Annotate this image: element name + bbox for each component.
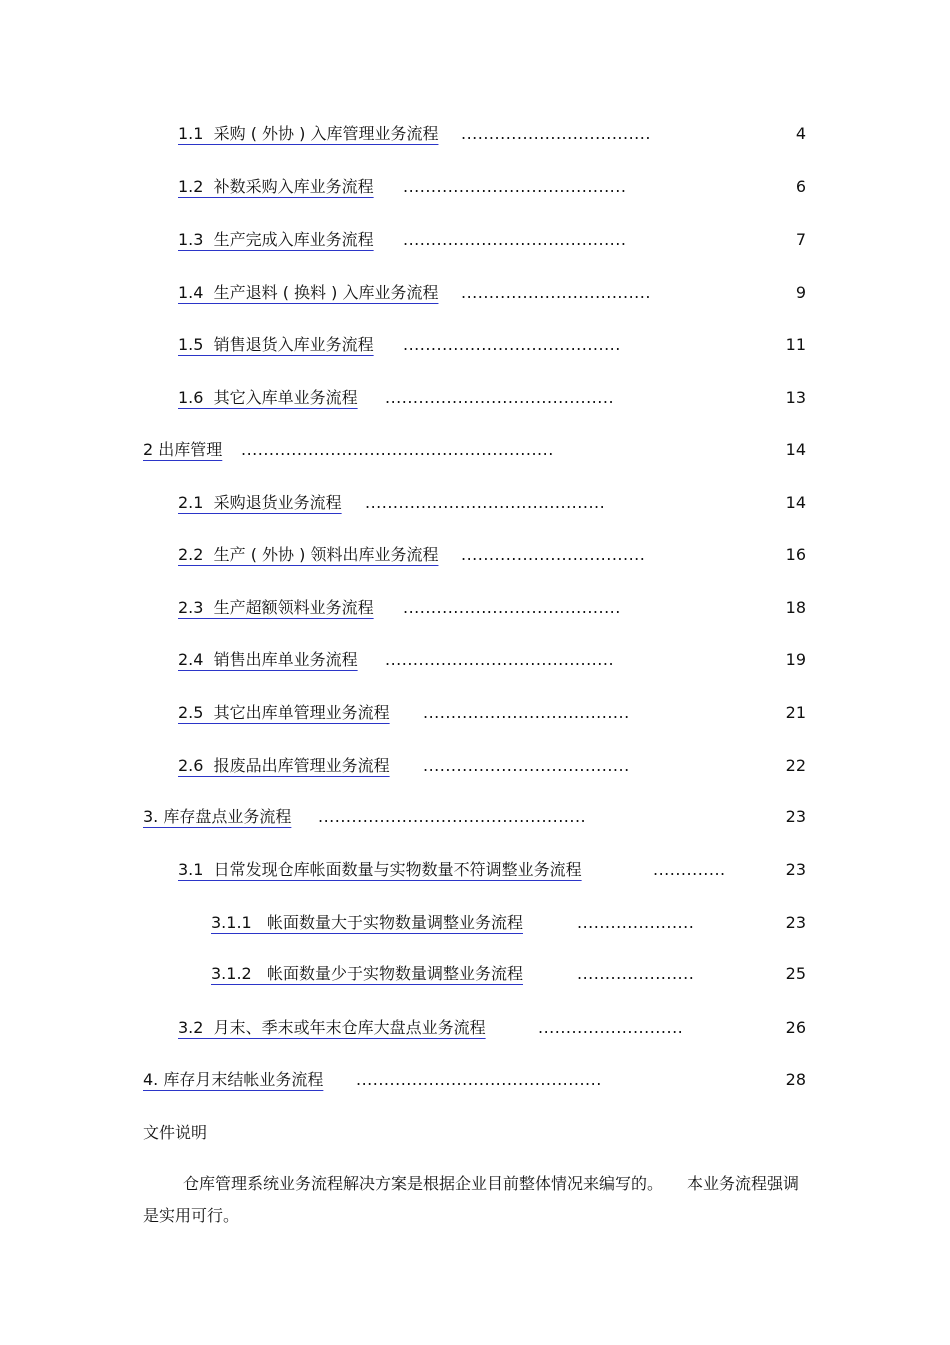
- toc-page-number: 7: [795, 230, 806, 249]
- toc-page-number: 9: [795, 283, 806, 302]
- toc-page-number: 4: [795, 124, 806, 143]
- leader-dots: .......................................: [403, 335, 621, 354]
- toc-page-number: 25: [785, 964, 806, 983]
- leader-dots: ........................................................: [241, 440, 554, 459]
- toc-entry[interactable]: [0, 962, 950, 986]
- toc-entry-link[interactable]: 4. 库存月末结帐业务流程: [143, 1070, 324, 1089]
- section-heading: 文件说明: [143, 1123, 208, 1142]
- leader-dots: ..................................: [461, 283, 651, 302]
- toc-entry-link[interactable]: 2.2 生产 ( 外协 ) 领料出库业务流程: [178, 545, 439, 564]
- toc-entry-link[interactable]: 1.4 生产退料 ( 换料 ) 入库业务流程: [178, 283, 439, 302]
- toc-page-number: 13: [785, 388, 806, 407]
- toc-entry[interactable]: [0, 491, 950, 515]
- toc-entry[interactable]: [0, 701, 950, 725]
- toc-page-number: 19: [785, 650, 806, 669]
- leader-dots: ........................................: [403, 230, 627, 249]
- toc-entry[interactable]: [0, 438, 950, 462]
- toc-entry-link[interactable]: 3.1.1 帐面数量大于实物数量调整业务流程: [211, 913, 523, 932]
- toc-entry[interactable]: [0, 911, 950, 935]
- toc-entry[interactable]: [0, 543, 950, 567]
- toc-entry[interactable]: [0, 122, 950, 146]
- toc-entry-link[interactable]: 1.3 生产完成入库业务流程: [178, 230, 374, 249]
- toc-entry-link[interactable]: 1.1 采购 ( 外协 ) 入库管理业务流程: [178, 124, 439, 143]
- leader-dots: ..................................: [461, 124, 651, 143]
- toc-entry-link[interactable]: 2.3 生产超额领料业务流程: [178, 598, 374, 617]
- leader-dots: .................................: [461, 545, 646, 564]
- toc-entry[interactable]: [0, 175, 950, 199]
- leader-dots: .............: [653, 860, 726, 879]
- leader-dots: .......................................: [403, 598, 621, 617]
- toc-page-number: 26: [785, 1018, 806, 1037]
- toc-page-number: 14: [785, 493, 806, 512]
- leader-dots: ...........................................: [365, 493, 606, 512]
- toc-page-number: 22: [785, 756, 806, 775]
- toc-entry-link[interactable]: 2.4 销售出库单业务流程: [178, 650, 358, 669]
- leader-dots: .....................................: [423, 756, 630, 775]
- toc-entry-link[interactable]: 3. 库存盘点业务流程: [143, 807, 292, 826]
- leader-dots: .....................: [577, 913, 695, 932]
- toc-entry[interactable]: [0, 805, 950, 829]
- leader-dots: .........................................: [385, 388, 615, 407]
- toc-entry[interactable]: [0, 596, 950, 620]
- toc-entry[interactable]: [0, 386, 950, 410]
- toc-page-number: 23: [785, 860, 806, 879]
- toc-entry-link[interactable]: 2.6 报废品出库管理业务流程: [178, 756, 390, 775]
- leader-dots: ........................................: [403, 177, 627, 196]
- toc-page-number: 18: [785, 598, 806, 617]
- leader-dots: .........................................: [385, 650, 615, 669]
- toc-entry-link[interactable]: 3.1 日常发现仓库帐面数量与实物数量不符调整业务流程: [178, 860, 582, 879]
- toc-page-number: 14: [785, 440, 806, 459]
- toc-page-number: 6: [795, 177, 806, 196]
- toc-page-number: 11: [785, 335, 806, 354]
- leader-dots: .....................: [577, 964, 695, 983]
- toc-entry[interactable]: [0, 648, 950, 672]
- leader-dots: .....................................: [423, 703, 630, 722]
- toc-page-number: 16: [785, 545, 806, 564]
- toc-entry-link[interactable]: 2.5 其它出库单管理业务流程: [178, 703, 390, 722]
- toc-entry[interactable]: [0, 281, 950, 305]
- toc-entry[interactable]: [0, 1068, 950, 1092]
- toc-entry[interactable]: [0, 754, 950, 778]
- toc-entry-link[interactable]: 2.1 采购退货业务流程: [178, 493, 342, 512]
- toc-entry-link[interactable]: 1.2 补数采购入库业务流程: [178, 177, 374, 196]
- leader-dots: ................................................: [318, 807, 587, 826]
- toc-entry[interactable]: [0, 858, 950, 882]
- toc-page-number: 28: [785, 1070, 806, 1089]
- toc-entry[interactable]: [0, 333, 950, 357]
- toc-entry-link[interactable]: 1.5 销售退货入库业务流程: [178, 335, 374, 354]
- toc-page-number: 23: [785, 807, 806, 826]
- body-paragraph: 仓库管理系统业务流程解决方案是根据企业目前整体情况来编写的。 本业务流程强调是实用可行。: [143, 1174, 800, 1225]
- leader-dots: ............................................: [356, 1070, 602, 1089]
- toc-entry-link[interactable]: 3.2 月末、季末或年末仓库大盘点业务流程: [178, 1018, 486, 1037]
- toc-page-number: 23: [785, 913, 806, 932]
- toc-entry-link[interactable]: 2 出库管理: [143, 440, 223, 459]
- toc-entry[interactable]: [0, 228, 950, 252]
- toc-entry[interactable]: [0, 1016, 950, 1040]
- toc-page-number: 21: [785, 703, 806, 722]
- leader-dots: ..........................: [538, 1018, 684, 1037]
- toc-entry-link[interactable]: 3.1.2 帐面数量少于实物数量调整业务流程: [211, 964, 523, 983]
- toc-entry-link[interactable]: 1.6 其它入库单业务流程: [178, 388, 358, 407]
